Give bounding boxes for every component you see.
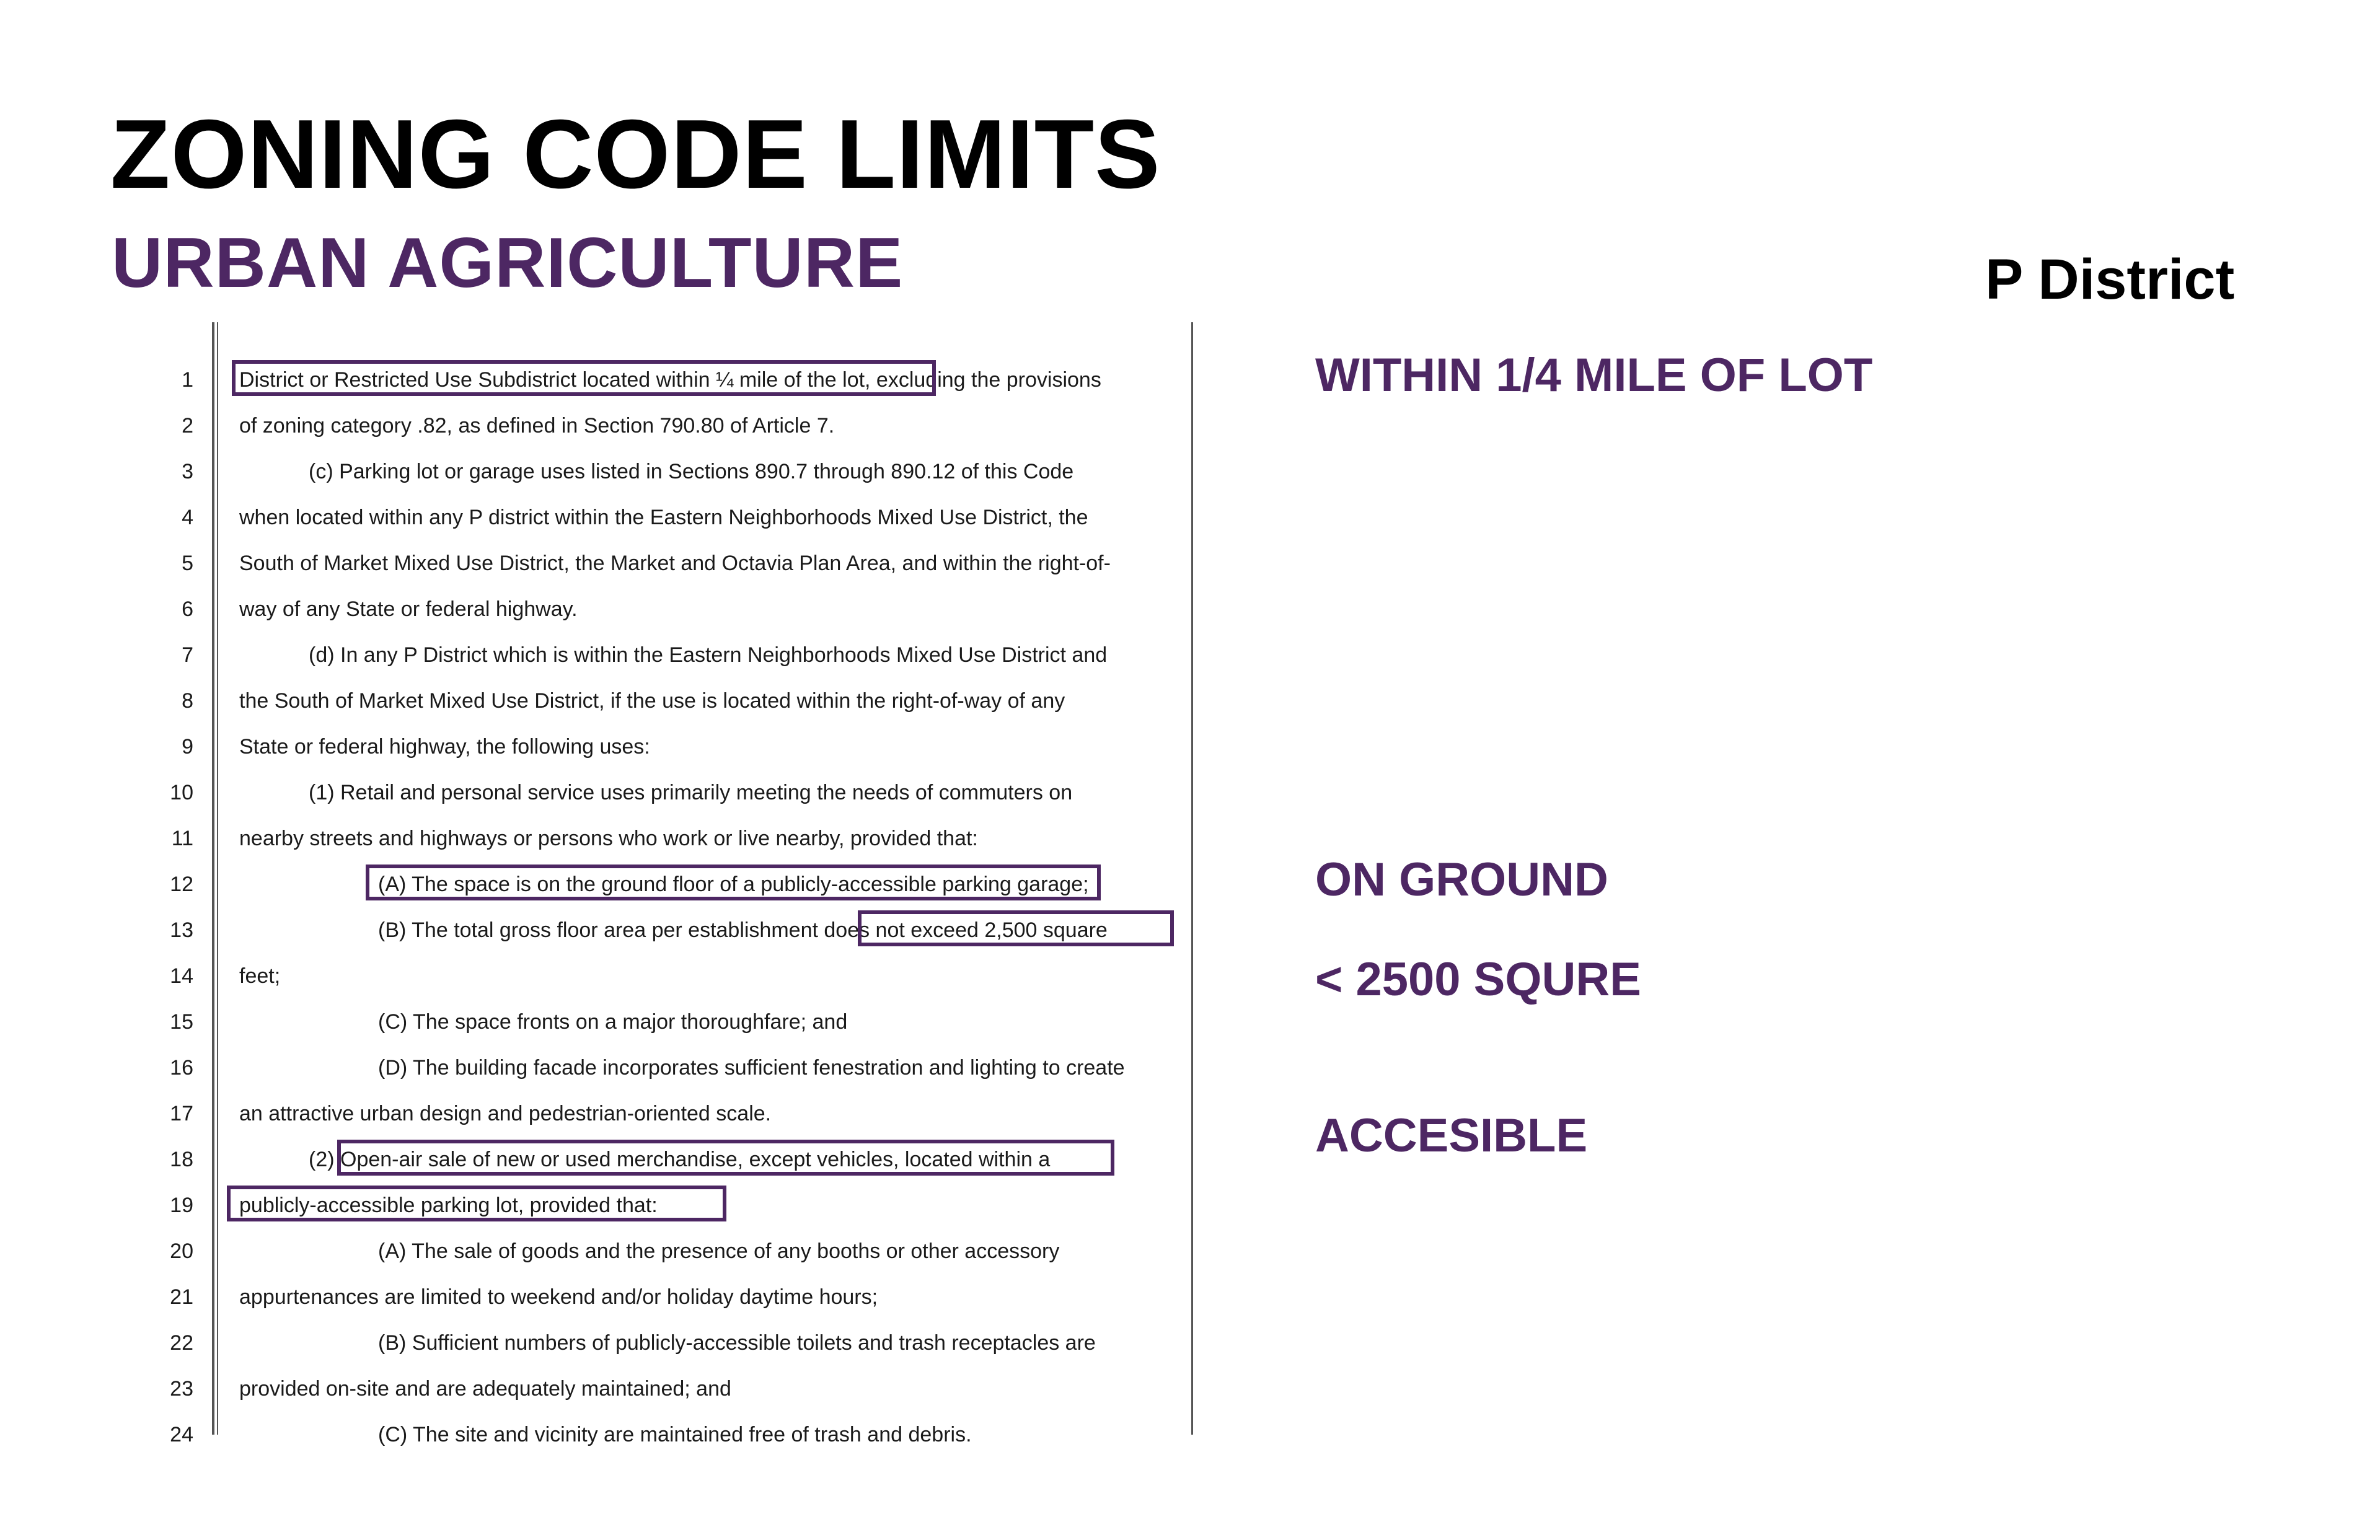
- line-number: 14: [170, 964, 193, 988]
- highlight-ground-floor: [366, 865, 1101, 900]
- line-number: 10: [170, 781, 193, 804]
- highlight-2500-square: [858, 910, 1174, 946]
- document-line: when located within any P district within the Eastern Neighborhoods Mixed Use District, the: [239, 506, 1088, 529]
- line-number: 17: [170, 1102, 193, 1125]
- document-line: an attractive urban design and pedestrian-oriented scale.: [239, 1102, 772, 1125]
- line-number: 22: [170, 1331, 193, 1355]
- line-number: 13: [170, 918, 193, 942]
- line-number: 12: [170, 873, 193, 896]
- line-number: 6: [182, 597, 193, 621]
- document-line: (A) The sale of goods and the presence of any booths or other accessory: [378, 1239, 1060, 1263]
- line-number: 4: [182, 506, 193, 529]
- highlight-quarter-mile: [232, 360, 936, 396]
- note-within-quarter-mile: WITHIN 1/4 MILE OF LOT: [1315, 349, 1873, 402]
- highlight-open-air-sale: [337, 1140, 1114, 1176]
- line-number: 20: [170, 1239, 193, 1263]
- document-line: State or federal highway, the following uses:: [239, 735, 650, 759]
- document-line: (d) In any P District which is within the Eastern Neighborhoods Mixed Use District and: [309, 643, 1108, 667]
- document-line: way of any State or federal highway.: [239, 597, 578, 621]
- line-number: 21: [170, 1285, 193, 1309]
- left-margin-rule: [212, 322, 214, 1435]
- line-number: 8: [182, 689, 193, 713]
- document-line: (B) Sufficient numbers of publicly-accessible toilets and trash receptacles are: [378, 1331, 1096, 1355]
- line-number: 19: [170, 1194, 193, 1217]
- note-under-2500-square: < 2500 SQURE: [1315, 953, 1641, 1006]
- document-line: nearby streets and highways or persons who work or live nearby, provided that:: [239, 827, 978, 850]
- line-number: 23: [170, 1377, 193, 1401]
- document-line: feet;: [239, 964, 281, 988]
- document-line: (1) Retail and personal service uses primarily meeting the needs of commuters on: [309, 781, 1073, 804]
- document-line: South of Market Mixed Use District, the Market and Octavia Plan Area, and within the right-of-: [239, 552, 1111, 575]
- document-line: appurtenances are limited to weekend and/or holiday daytime hours;: [239, 1285, 878, 1309]
- document-line: (c) Parking lot or garage uses listed in Sections 890.7 through 890.12 of this Code: [309, 460, 1074, 483]
- document-line: (B) The total gross floor area per establishment does not exceed 2,500 square: [378, 918, 1108, 942]
- line-number: 18: [170, 1148, 193, 1171]
- document-line: (A) The space is on the ground floor of a publicly-accessible parking garage;: [378, 873, 1089, 896]
- right-margin-rule: [1191, 322, 1193, 1435]
- page-title: ZONING CODE LIMITS: [110, 100, 1161, 209]
- document-line: of zoning category .82, as defined in Section 790.80 of Article 7.: [239, 414, 835, 438]
- highlight-publicly-accessible-lot: [227, 1186, 726, 1221]
- document-line: publicly-accessible parking lot, provided that:: [239, 1194, 658, 1217]
- line-number: 7: [182, 643, 193, 667]
- line-number: 2: [182, 414, 193, 438]
- line-number: 16: [170, 1056, 193, 1080]
- document-line: provided on-site and are adequately maintained; and: [239, 1377, 731, 1401]
- note-on-ground: ON GROUND: [1315, 853, 1608, 906]
- line-number: 1: [182, 368, 193, 392]
- line-number: 5: [182, 552, 193, 575]
- code-document-excerpt: [124, 322, 1202, 1446]
- page-subtitle: URBAN AGRICULTURE: [112, 224, 904, 302]
- document-line: (C) The site and vicinity are maintained free of trash and debris.: [378, 1423, 972, 1446]
- line-number: 15: [170, 1010, 193, 1034]
- document-line: the South of Market Mixed Use District, if the use is located within the right-of-way of any: [239, 689, 1065, 713]
- line-number: 9: [182, 735, 193, 759]
- document-line: District or Restricted Use Subdistrict located within ¼ mile of the lot, excluding the provisions: [239, 368, 1101, 392]
- document-line: (2) Open-air sale of new or used merchandise, except vehicles, located within a: [309, 1148, 1051, 1171]
- district-label: P District: [1985, 248, 2235, 311]
- line-number: 24: [170, 1423, 193, 1446]
- document-line: (C) The space fronts on a major thoroughfare; and: [378, 1010, 848, 1034]
- line-number: 11: [171, 827, 193, 850]
- left-margin-rule-inner: [217, 322, 218, 1435]
- line-number: 3: [182, 460, 193, 483]
- document-line: (D) The building facade incorporates sufficient fenestration and lighting to create: [378, 1056, 1125, 1080]
- note-accessible: ACCESIBLE: [1315, 1109, 1588, 1162]
